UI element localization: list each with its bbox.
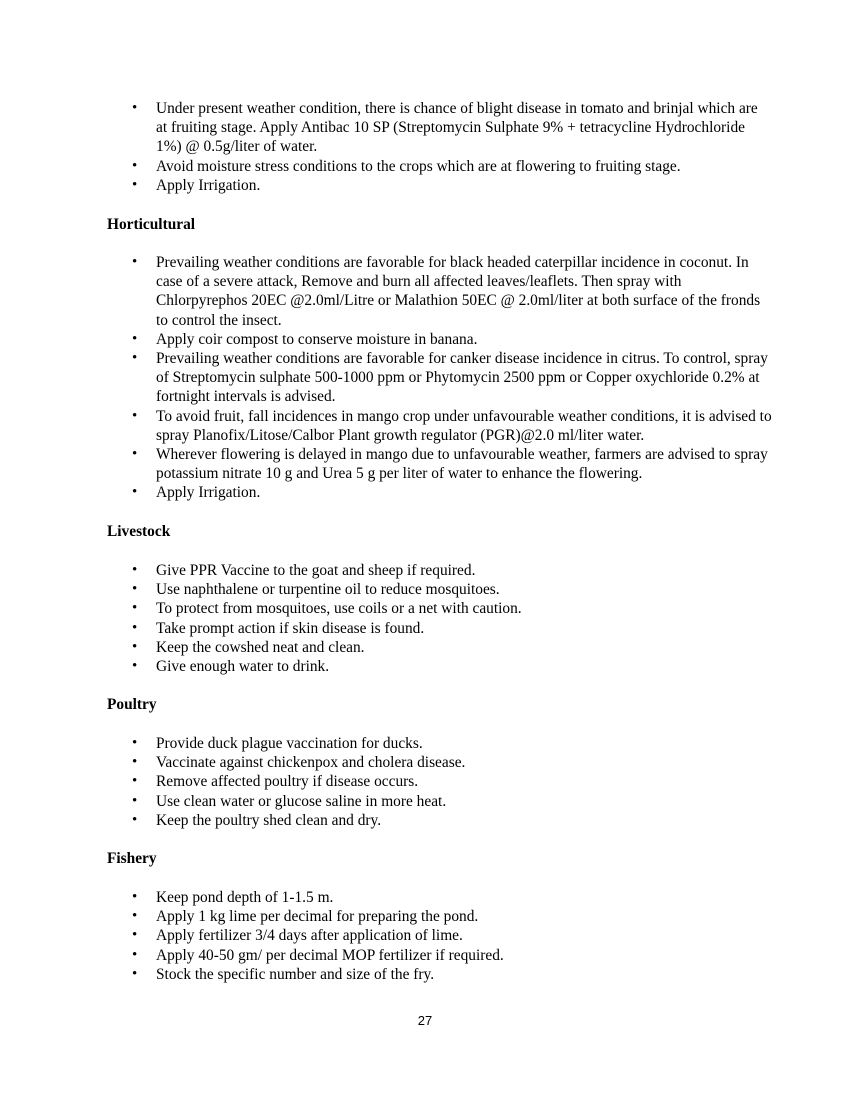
list-item: • Wherever flowering is delayed in mango due to unfavourable weather, farmers are advised to spray potassium nitrate 10 g and Urea 5 g per liter of water to enhance the flowering. <box>132 445 772 483</box>
list-item: • Under present weather condition, there is chance of blight disease in tomato and brinjal which are at fruiting stage. Apply Antibac 10 SP (Streptomycin Sulphate 9% + tetracycline Hydrochloride 1%) @ 0.5g/liter of water. <box>132 99 772 157</box>
section-heading-livestock: Livestock <box>107 523 171 540</box>
fishery-list <box>132 888 772 984</box>
list-item: • Apply Irrigation. <box>132 483 772 502</box>
list-item: • To protect from mosquitoes, use coils or a net with caution. <box>132 599 772 618</box>
section-heading-poultry: Poultry <box>107 696 157 713</box>
section-heading-horticultural: Horticultural <box>107 216 196 233</box>
list-item: • Avoid moisture stress conditions to the crops which are at flowering to fruiting stage. <box>132 157 772 176</box>
list-item: • To avoid fruit, fall incidences in mango crop under unfavourable weather conditions, it is advised to spray Planofix/Litose/Calbor Plant growth regulator (PGR)@2.0 ml/liter water. <box>132 407 772 445</box>
horticultural-list <box>132 253 772 503</box>
list-item: • Keep the poultry shed clean and dry. <box>132 811 772 830</box>
list-item: • Apply 40-50 gm/ per decimal MOP fertilizer if required. <box>132 946 772 965</box>
list-item: • Keep the cowshed neat and clean. <box>132 638 772 657</box>
list-item: • Prevailing weather conditions are favorable for black headed caterpillar incidence in coconut. In case of a severe attack, Remove and burn all affected leaves/leaflets. Then spray with Chlorpyrephos 20EC @2.0ml/Litre or Malathion 50EC @ 2.0ml/liter at both surface of the fronds to control the insect. <box>132 253 772 330</box>
list-item: • Apply 1 kg lime per decimal for preparing the pond. <box>132 907 772 926</box>
page-number: 27 <box>417 1013 433 1028</box>
list-item: • Apply coir compost to conserve moisture in banana. <box>132 330 772 349</box>
list-item: • Remove affected poultry if disease occurs. <box>132 772 772 791</box>
livestock-list <box>132 561 772 676</box>
list-item: • Vaccinate against chickenpox and cholera disease. <box>132 753 772 772</box>
poultry-list <box>132 734 772 830</box>
list-item: • Give PPR Vaccine to the goat and sheep if required. <box>132 561 772 580</box>
section-heading-fishery: Fishery <box>107 850 157 867</box>
list-item: • Give enough water to drink. <box>132 657 772 676</box>
list-item: • Keep pond depth of 1-1.5 m. <box>132 888 772 907</box>
list-item: • Provide duck plague vaccination for ducks. <box>132 734 772 753</box>
list-item: • Use naphthalene or turpentine oil to reduce mosquitoes. <box>132 580 772 599</box>
list-item: • Use clean water or glucose saline in more heat. <box>132 792 772 811</box>
list-item: • Stock the specific number and size of the fry. <box>132 965 772 984</box>
list-item: • Apply fertilizer 3/4 days after application of lime. <box>132 926 772 945</box>
list-item: • Take prompt action if skin disease is found. <box>132 619 772 638</box>
intro-list <box>132 99 772 195</box>
list-item: • Apply Irrigation. <box>132 176 772 195</box>
list-item: • Prevailing weather conditions are favorable for canker disease incidence in citrus. To control, spray of Streptomycin sulphate 500-1000 ppm or Phytomycin 2500 ppm or Copper oxychloride 0.2% at fortnight intervals is advised. <box>132 349 772 407</box>
